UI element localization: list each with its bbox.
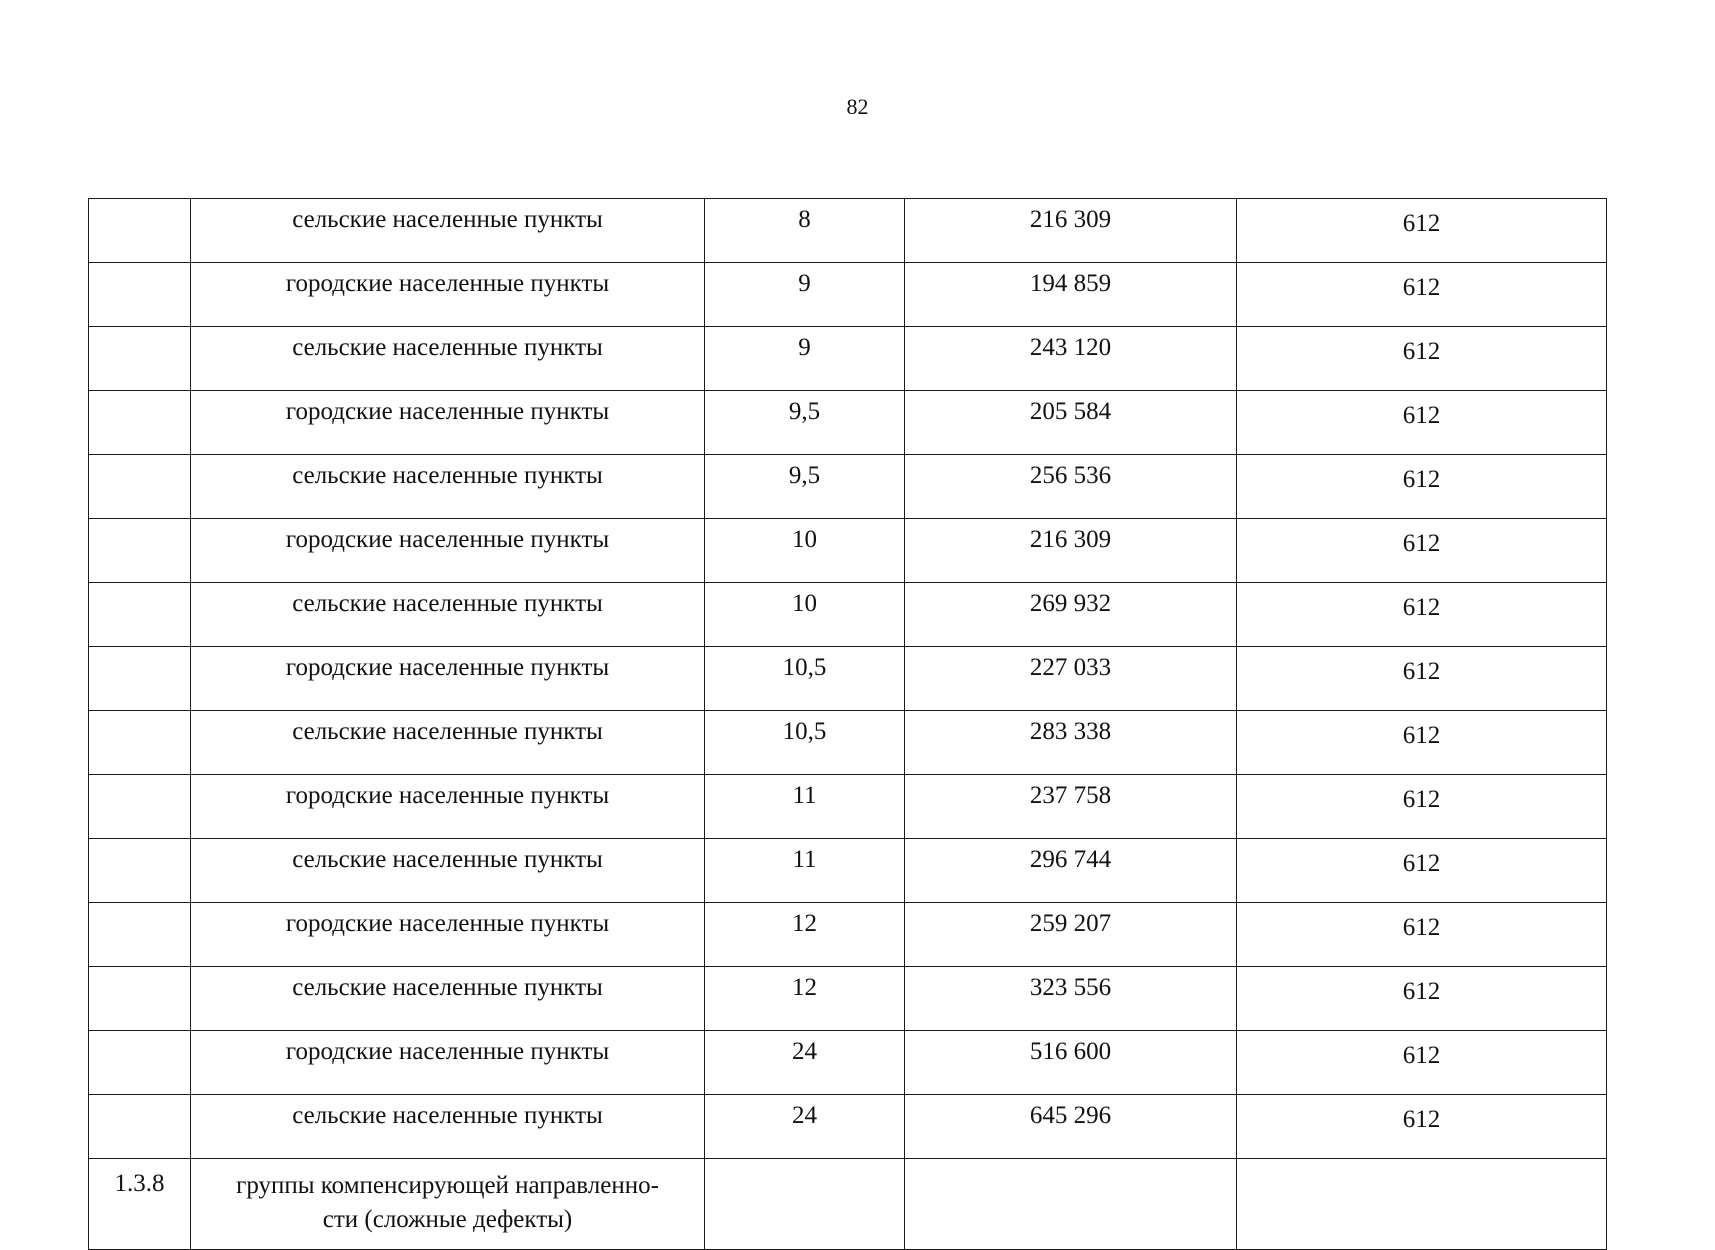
value-cell-3: 9,5 [705, 455, 905, 519]
value-cell-5: 612 [1237, 583, 1607, 647]
value-cell-4: 256 536 [905, 455, 1237, 519]
table-row [89, 391, 1607, 455]
row-number-cell [89, 967, 191, 1031]
table-row [89, 583, 1607, 647]
row-number-cell [89, 327, 191, 391]
table-row [89, 263, 1607, 327]
page-number: 82 [846, 94, 869, 119]
table-row [89, 1095, 1607, 1159]
table-row [89, 775, 1607, 839]
settlement-type-cell: сельские населенные пункты [191, 583, 705, 647]
value-cell-4: 243 120 [905, 327, 1237, 391]
row-number-cell [89, 775, 191, 839]
value-cell-4: 516 600 [905, 1031, 1237, 1095]
settlement-type-cell: городские населенные пункты [191, 647, 705, 711]
data-table [88, 198, 1607, 1250]
value-cell-5: 612 [1237, 1095, 1607, 1159]
value-cell-3: 11 [705, 775, 905, 839]
value-cell-4: 205 584 [905, 391, 1237, 455]
row-number-cell [89, 839, 191, 903]
row-number-cell [89, 647, 191, 711]
settlement-type-cell: городские населенные пункты [191, 903, 705, 967]
value-cell-4: 323 556 [905, 967, 1237, 1031]
settlement-type-cell: городские населенные пункты [191, 391, 705, 455]
value-cell-4: 194 859 [905, 263, 1237, 327]
section-value-cell-3 [705, 1159, 905, 1250]
value-cell-4: 216 309 [905, 199, 1237, 263]
value-cell-5: 612 [1237, 839, 1607, 903]
section-number-cell: 1.3.8 [89, 1159, 191, 1250]
settlement-type-cell: сельские населенные пункты [191, 839, 705, 903]
settlement-type-cell: сельские населенные пункты [191, 967, 705, 1031]
row-number-cell [89, 583, 191, 647]
value-cell-3: 24 [705, 1095, 905, 1159]
settlement-type-cell: городские населенные пункты [191, 519, 705, 583]
settlement-type-cell: сельские населенные пункты [191, 1095, 705, 1159]
value-cell-5: 612 [1237, 327, 1607, 391]
row-number-cell [89, 711, 191, 775]
settlement-type-cell: городские населенные пункты [191, 263, 705, 327]
value-cell-4: 237 758 [905, 775, 1237, 839]
table-row [89, 967, 1607, 1031]
value-cell-4: 296 744 [905, 839, 1237, 903]
value-cell-5: 612 [1237, 775, 1607, 839]
section-name-line-1: группы компенсирующей направленно- [236, 1172, 659, 1199]
settlement-type-cell: сельские населенные пункты [191, 711, 705, 775]
row-number-cell [89, 1095, 191, 1159]
value-cell-3: 10,5 [705, 711, 905, 775]
value-cell-4: 283 338 [905, 711, 1237, 775]
row-number-cell [89, 391, 191, 455]
section-name-line-2: сти (сложные дефекты) [322, 1206, 573, 1233]
value-cell-3: 9 [705, 327, 905, 391]
value-cell-3: 10,5 [705, 647, 905, 711]
value-cell-4: 259 207 [905, 903, 1237, 967]
value-cell-3: 12 [705, 903, 905, 967]
table-row [89, 1031, 1607, 1095]
value-cell-3: 10 [705, 583, 905, 647]
value-cell-5: 612 [1237, 519, 1607, 583]
row-number-cell [89, 455, 191, 519]
row-number-cell [89, 1031, 191, 1095]
settlement-type-cell: сельские населенные пункты [191, 455, 705, 519]
section-name-cell [191, 1159, 705, 1250]
table-row-section-1-3-8 [89, 1159, 1607, 1250]
row-number-cell [89, 519, 191, 583]
table-row [89, 519, 1607, 583]
section-value-cell-5 [1237, 1159, 1607, 1250]
section-value-cell-4 [905, 1159, 1237, 1250]
table-row [89, 455, 1607, 519]
value-cell-5: 612 [1237, 1031, 1607, 1095]
value-cell-3: 10 [705, 519, 905, 583]
table-row [89, 199, 1607, 263]
value-cell-3: 11 [705, 839, 905, 903]
table-row [89, 903, 1607, 967]
table-row [89, 647, 1607, 711]
row-number-cell [89, 263, 191, 327]
value-cell-5: 612 [1237, 455, 1607, 519]
value-cell-3: 24 [705, 1031, 905, 1095]
value-cell-5: 612 [1237, 391, 1607, 455]
value-cell-3: 12 [705, 967, 905, 1031]
value-cell-3: 8 [705, 199, 905, 263]
value-cell-3: 9 [705, 263, 905, 327]
value-cell-5: 612 [1237, 647, 1607, 711]
row-number-cell [89, 903, 191, 967]
value-cell-5: 612 [1237, 263, 1607, 327]
row-number-cell [89, 199, 191, 263]
value-cell-4: 269 932 [905, 583, 1237, 647]
table-row [89, 327, 1607, 391]
value-cell-4: 216 309 [905, 519, 1237, 583]
value-cell-3: 9,5 [705, 391, 905, 455]
value-cell-4: 227 033 [905, 647, 1237, 711]
settlement-type-cell: сельские населенные пункты [191, 199, 705, 263]
settlement-type-cell: городские населенные пункты [191, 775, 705, 839]
table-body [89, 199, 1607, 1250]
settlement-type-cell: сельские населенные пункты [191, 327, 705, 391]
table-row [89, 839, 1607, 903]
value-cell-4: 645 296 [905, 1095, 1237, 1159]
settlement-type-cell: городские населенные пункты [191, 1031, 705, 1095]
value-cell-5: 612 [1237, 903, 1607, 967]
value-cell-5: 612 [1237, 199, 1607, 263]
value-cell-5: 612 [1237, 967, 1607, 1031]
value-cell-5: 612 [1237, 711, 1607, 775]
table-row [89, 711, 1607, 775]
